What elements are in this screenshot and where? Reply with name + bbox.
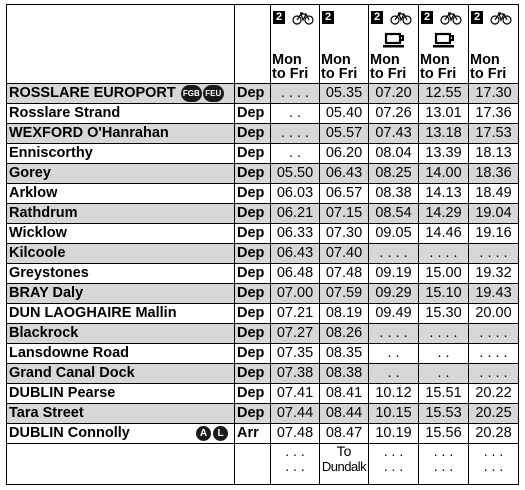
header-row [7, 5, 519, 84]
station-name [7, 284, 235, 304]
station-label: Enniscorthy [9, 145, 93, 161]
table-row [7, 244, 519, 264]
catering-icon [381, 31, 407, 49]
station-label: Gorey [9, 165, 51, 181]
time-cell: 07.20 [369, 84, 419, 104]
time-cell: 07.38 [271, 364, 320, 384]
time-cell: 15.30 [419, 304, 469, 324]
service-days: Mon to Fri [470, 52, 507, 82]
station-label: WEXFORD O'Hanrahan [9, 125, 169, 141]
time-cell: 10.12 [369, 384, 419, 404]
time-cell: 09.49 [369, 304, 419, 324]
service-days: Mon to Fri [370, 52, 407, 82]
time-cell: 20.22 [469, 384, 519, 404]
table-row [7, 184, 519, 204]
time-cell: 06.43 [271, 244, 320, 264]
arr-dep: Dep [235, 304, 271, 324]
time-cell: 05.40 [320, 104, 369, 124]
arr-dep: Dep [235, 144, 271, 164]
time-cell: 18.49 [469, 184, 519, 204]
table-row [7, 124, 519, 144]
bicycle-icon [292, 11, 314, 25]
time-cell: 05.35 [320, 84, 369, 104]
table-row [7, 284, 519, 304]
time-cell: . . . . [469, 244, 519, 264]
station-label: Arklow [9, 185, 58, 201]
time-cell: 08.19 [320, 304, 369, 324]
arr-dep: Dep [235, 384, 271, 404]
station-name [7, 404, 235, 424]
station-label: DUBLIN Pearse [9, 385, 116, 401]
class-badge: 2 [322, 11, 334, 24]
time-cell: 08.44 [320, 404, 369, 424]
time-cell: . . [369, 364, 419, 384]
table-row [7, 384, 519, 404]
time-cell: 07.21 [271, 304, 320, 324]
header-blank [235, 5, 271, 84]
time-cell: 08.25 [369, 164, 419, 184]
station-name [7, 304, 235, 324]
station-name [7, 144, 235, 164]
time-cell: 15.00 [419, 264, 469, 284]
time-cell: 19.32 [469, 264, 519, 284]
time-cell: 10.19 [369, 424, 419, 444]
arr-dep: Dep [235, 224, 271, 244]
table-row [7, 364, 519, 384]
header-blank [7, 5, 235, 84]
time-cell: 08.26 [320, 324, 369, 344]
table-row [7, 324, 519, 344]
bicycle-icon [440, 11, 462, 25]
table-row [7, 104, 519, 124]
class-badge: 2 [421, 11, 433, 24]
station-name [7, 104, 235, 124]
arr-dep: Dep [235, 164, 271, 184]
time-cell: 07.00 [271, 284, 320, 304]
time-cell: 07.48 [271, 424, 320, 444]
time-cell: . . [271, 144, 320, 164]
time-cell: 06.43 [320, 164, 369, 184]
time-cell: . . [271, 104, 320, 124]
footer-cell: . . . . . . [469, 444, 519, 485]
note-badge: L [213, 426, 228, 441]
time-cell: . . [419, 364, 469, 384]
station-label: Tara Street [9, 405, 84, 421]
time-cell: 18.36 [469, 164, 519, 184]
station-label: Lansdowne Road [9, 345, 130, 361]
station-label: BRAY Daly [9, 285, 84, 301]
time-cell: 15.10 [419, 284, 469, 304]
timetable [6, 4, 519, 485]
station-name [7, 384, 235, 404]
arr-dep: Dep [235, 244, 271, 264]
arr-dep: Dep [235, 124, 271, 144]
note-badge: A [196, 426, 211, 441]
station-name [7, 224, 235, 244]
time-cell: . . . . [271, 84, 320, 104]
station-name [7, 204, 235, 224]
time-cell: 15.51 [419, 384, 469, 404]
time-cell: 08.47 [320, 424, 369, 444]
time-cell: 17.36 [469, 104, 519, 124]
time-cell: 19.43 [469, 284, 519, 304]
time-cell: 09.05 [369, 224, 419, 244]
time-cell: 14.13 [419, 184, 469, 204]
time-cell: 12.55 [419, 84, 469, 104]
time-cell: 20.28 [469, 424, 519, 444]
footer-blank [7, 444, 235, 485]
time-cell: 17.53 [469, 124, 519, 144]
service-header [469, 5, 519, 84]
arr-dep: Dep [235, 404, 271, 424]
time-cell: 07.43 [369, 124, 419, 144]
time-cell: 10.15 [369, 404, 419, 424]
class-badge: 2 [371, 11, 383, 24]
station-name [7, 324, 235, 344]
arr-dep: Dep [235, 184, 271, 204]
table-row [7, 224, 519, 244]
time-cell: 06.33 [271, 224, 320, 244]
time-cell: . . . . [469, 344, 519, 364]
time-cell: 07.15 [320, 204, 369, 224]
table-row [7, 424, 519, 444]
service-days: Mon to Fri [272, 52, 309, 82]
table-row [7, 404, 519, 424]
class-badge: 2 [273, 11, 285, 24]
time-cell: . . . . [419, 244, 469, 264]
catering-icon [431, 31, 457, 49]
time-cell: 06.57 [320, 184, 369, 204]
table-row [7, 84, 519, 104]
time-cell: 13.18 [419, 124, 469, 144]
station-label: Blackrock [9, 325, 79, 341]
time-cell: 07.35 [271, 344, 320, 364]
station-name [7, 244, 235, 264]
time-cell: 20.25 [469, 404, 519, 424]
table-row [7, 264, 519, 284]
station-label: Grand Canal Dock [9, 365, 135, 381]
arr-dep: Dep [235, 344, 271, 364]
time-cell: 19.04 [469, 204, 519, 224]
time-cell: 07.59 [320, 284, 369, 304]
footer-cell: . . . . . . [271, 444, 320, 485]
station-label: DUBLIN Connolly [9, 425, 130, 441]
time-cell: 09.19 [369, 264, 419, 284]
class-badge: 2 [471, 11, 483, 24]
table-row [7, 304, 519, 324]
time-cell: 08.41 [320, 384, 369, 404]
time-cell: . . . . [469, 364, 519, 384]
footer-cell: . . . . . . [369, 444, 419, 485]
time-cell: 09.29 [369, 284, 419, 304]
time-cell: 13.01 [419, 104, 469, 124]
time-cell: 15.56 [419, 424, 469, 444]
arr-dep: Dep [235, 364, 271, 384]
arr-dep: Dep [235, 264, 271, 284]
station-name [7, 164, 235, 184]
note-badge: FEU [203, 85, 224, 102]
service-days: Mon to Fri [420, 52, 457, 82]
time-cell: 08.04 [369, 144, 419, 164]
time-cell: . . . . [419, 324, 469, 344]
station-name [7, 344, 235, 364]
station-name [7, 84, 235, 104]
note-badge: FGB [181, 85, 202, 102]
arr-dep: Dep [235, 84, 271, 104]
time-cell: 06.48 [271, 264, 320, 284]
station-name [7, 264, 235, 284]
time-cell: 08.38 [369, 184, 419, 204]
time-cell: 07.48 [320, 264, 369, 284]
time-cell: 06.21 [271, 204, 320, 224]
time-cell: 08.54 [369, 204, 419, 224]
time-cell: 14.00 [419, 164, 469, 184]
time-cell: 17.30 [469, 84, 519, 104]
station-label: Wicklow [9, 225, 67, 241]
time-cell: . . . . [369, 244, 419, 264]
arr-dep: Arr [235, 424, 271, 444]
time-cell: 08.35 [320, 344, 369, 364]
table-row [7, 164, 519, 184]
table-row [7, 144, 519, 164]
time-cell: 19.16 [469, 224, 519, 244]
time-cell: 13.39 [419, 144, 469, 164]
service-header [369, 5, 419, 84]
station-name [7, 364, 235, 384]
time-cell: 07.26 [369, 104, 419, 124]
time-cell: 07.40 [320, 244, 369, 264]
service-header [419, 5, 469, 84]
time-cell: 05.57 [320, 124, 369, 144]
station-label: Rosslare Strand [9, 105, 121, 121]
bicycle-icon [490, 11, 512, 25]
service-days: Mon to Fri [321, 52, 358, 82]
station-name [7, 424, 235, 444]
time-cell: . . . . [271, 124, 320, 144]
service-header [320, 5, 369, 84]
station-label: ROSSLARE EUROPORT [9, 85, 176, 101]
bicycle-icon [390, 11, 412, 25]
time-cell: 08.38 [320, 364, 369, 384]
footer-blank [235, 444, 271, 485]
station-label: Kilcoole [9, 245, 66, 261]
table-row [7, 204, 519, 224]
station-label: DUN LAOGHAIRE Mallin [9, 305, 177, 321]
time-cell: 07.30 [320, 224, 369, 244]
time-cell: 20.00 [469, 304, 519, 324]
station-name [7, 184, 235, 204]
time-cell: 18.13 [469, 144, 519, 164]
arr-dep: Dep [235, 284, 271, 304]
time-cell: 06.03 [271, 184, 320, 204]
service-header [271, 5, 320, 84]
time-cell: . . . . [469, 324, 519, 344]
time-cell: 05.50 [271, 164, 320, 184]
destination-note: To Dundalk [320, 444, 369, 485]
station-name [7, 124, 235, 144]
time-cell: 07.44 [271, 404, 320, 424]
arr-dep: Dep [235, 104, 271, 124]
footer-row [7, 444, 519, 485]
time-cell: 15.53 [419, 404, 469, 424]
time-cell: 14.29 [419, 204, 469, 224]
arr-dep: Dep [235, 204, 271, 224]
time-cell: 07.41 [271, 384, 320, 404]
time-cell: . . [369, 344, 419, 364]
time-cell: . . [419, 344, 469, 364]
time-cell: 07.27 [271, 324, 320, 344]
station-label: Greystones [9, 265, 89, 281]
footer-cell: . . . . . . [419, 444, 469, 485]
table-row [7, 344, 519, 364]
arr-dep: Dep [235, 324, 271, 344]
time-cell: 14.46 [419, 224, 469, 244]
station-label: Rathdrum [9, 205, 78, 221]
time-cell: . . . . [369, 324, 419, 344]
time-cell: 06.20 [320, 144, 369, 164]
